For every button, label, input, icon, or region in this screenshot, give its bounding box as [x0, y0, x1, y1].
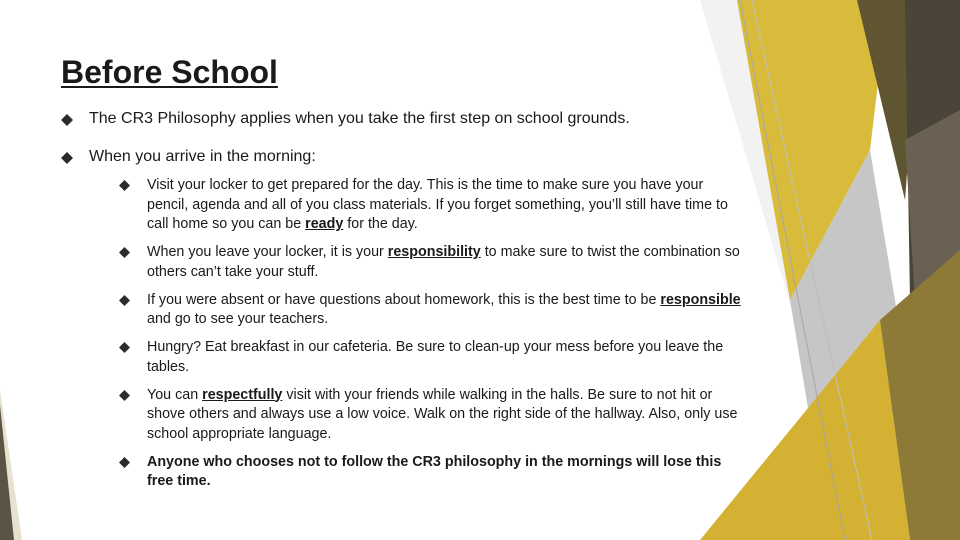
sub-bullet-item [119, 291, 741, 330]
diamond-bullet-icon [61, 152, 73, 164]
diamond-bullet-icon [119, 457, 130, 468]
diamond-bullet-icon [119, 295, 130, 306]
sub-bullet-item-warning [119, 453, 741, 492]
emphasis-word: responsibility [387, 244, 481, 260]
sub-bullet-text: to make sure to twist the combination so others can’t take your stuff. [147, 244, 740, 280]
sub-bullet-text: If you were absent or have questions about homework, this is the best time to be [147, 291, 661, 308]
emphasis-word: ready [305, 216, 344, 232]
bullet-text: The CR3 Philosophy applies when you take the first step on school grounds. [89, 110, 630, 127]
diamond-bullet-icon [119, 390, 130, 401]
sub-bullet-text: Anyone who chooses not to follow the CR3 philosophy in the mornings will lose this free time. [147, 453, 722, 489]
bullet-item [61, 108, 741, 130]
bullet-list [61, 108, 741, 492]
sub-bullet-text: You can [147, 386, 203, 403]
sub-bullet-text: When you leave your locker, it is your [147, 244, 388, 260]
sub-bullet-text: Hungry? Eat breakfast in our cafeteria. Be sure to clean-up your mess before you leave the tables. [147, 339, 724, 375]
bullet-text: When you arrive in the morning: [89, 148, 316, 165]
sub-bullet-item [119, 176, 741, 235]
sub-bullet-text: and go to see your teachers. [147, 311, 329, 327]
sub-bullet-text: for the day. [343, 216, 418, 232]
bullet-item [61, 146, 741, 492]
slide-title: Before School [61, 54, 278, 90]
sub-bullet-item [119, 338, 741, 377]
sub-bullet-text: visit with your friends while walking in the halls. Be sure to not hit or shove others and always use a low voice. Walk on the right side of the hallway. Also, only use school appropriate language. [147, 386, 738, 442]
sub-bullet-text: Visit your locker to get prepared for the day. This is the time to make sure you have your pencil, agenda and all of you class materials. If you forget something, you’ll still have time to call home so you can be [147, 177, 728, 232]
emphasis-word: respectfully [202, 386, 283, 403]
diamond-bullet-icon [119, 247, 130, 258]
diamond-bullet-icon [61, 114, 73, 126]
diamond-bullet-icon [119, 342, 130, 353]
diamond-bullet-icon [119, 180, 130, 191]
sub-bullet-list [89, 176, 741, 492]
sub-bullet-item [119, 243, 741, 282]
sub-bullet-item [119, 386, 741, 445]
emphasis-word: responsible [660, 291, 741, 308]
